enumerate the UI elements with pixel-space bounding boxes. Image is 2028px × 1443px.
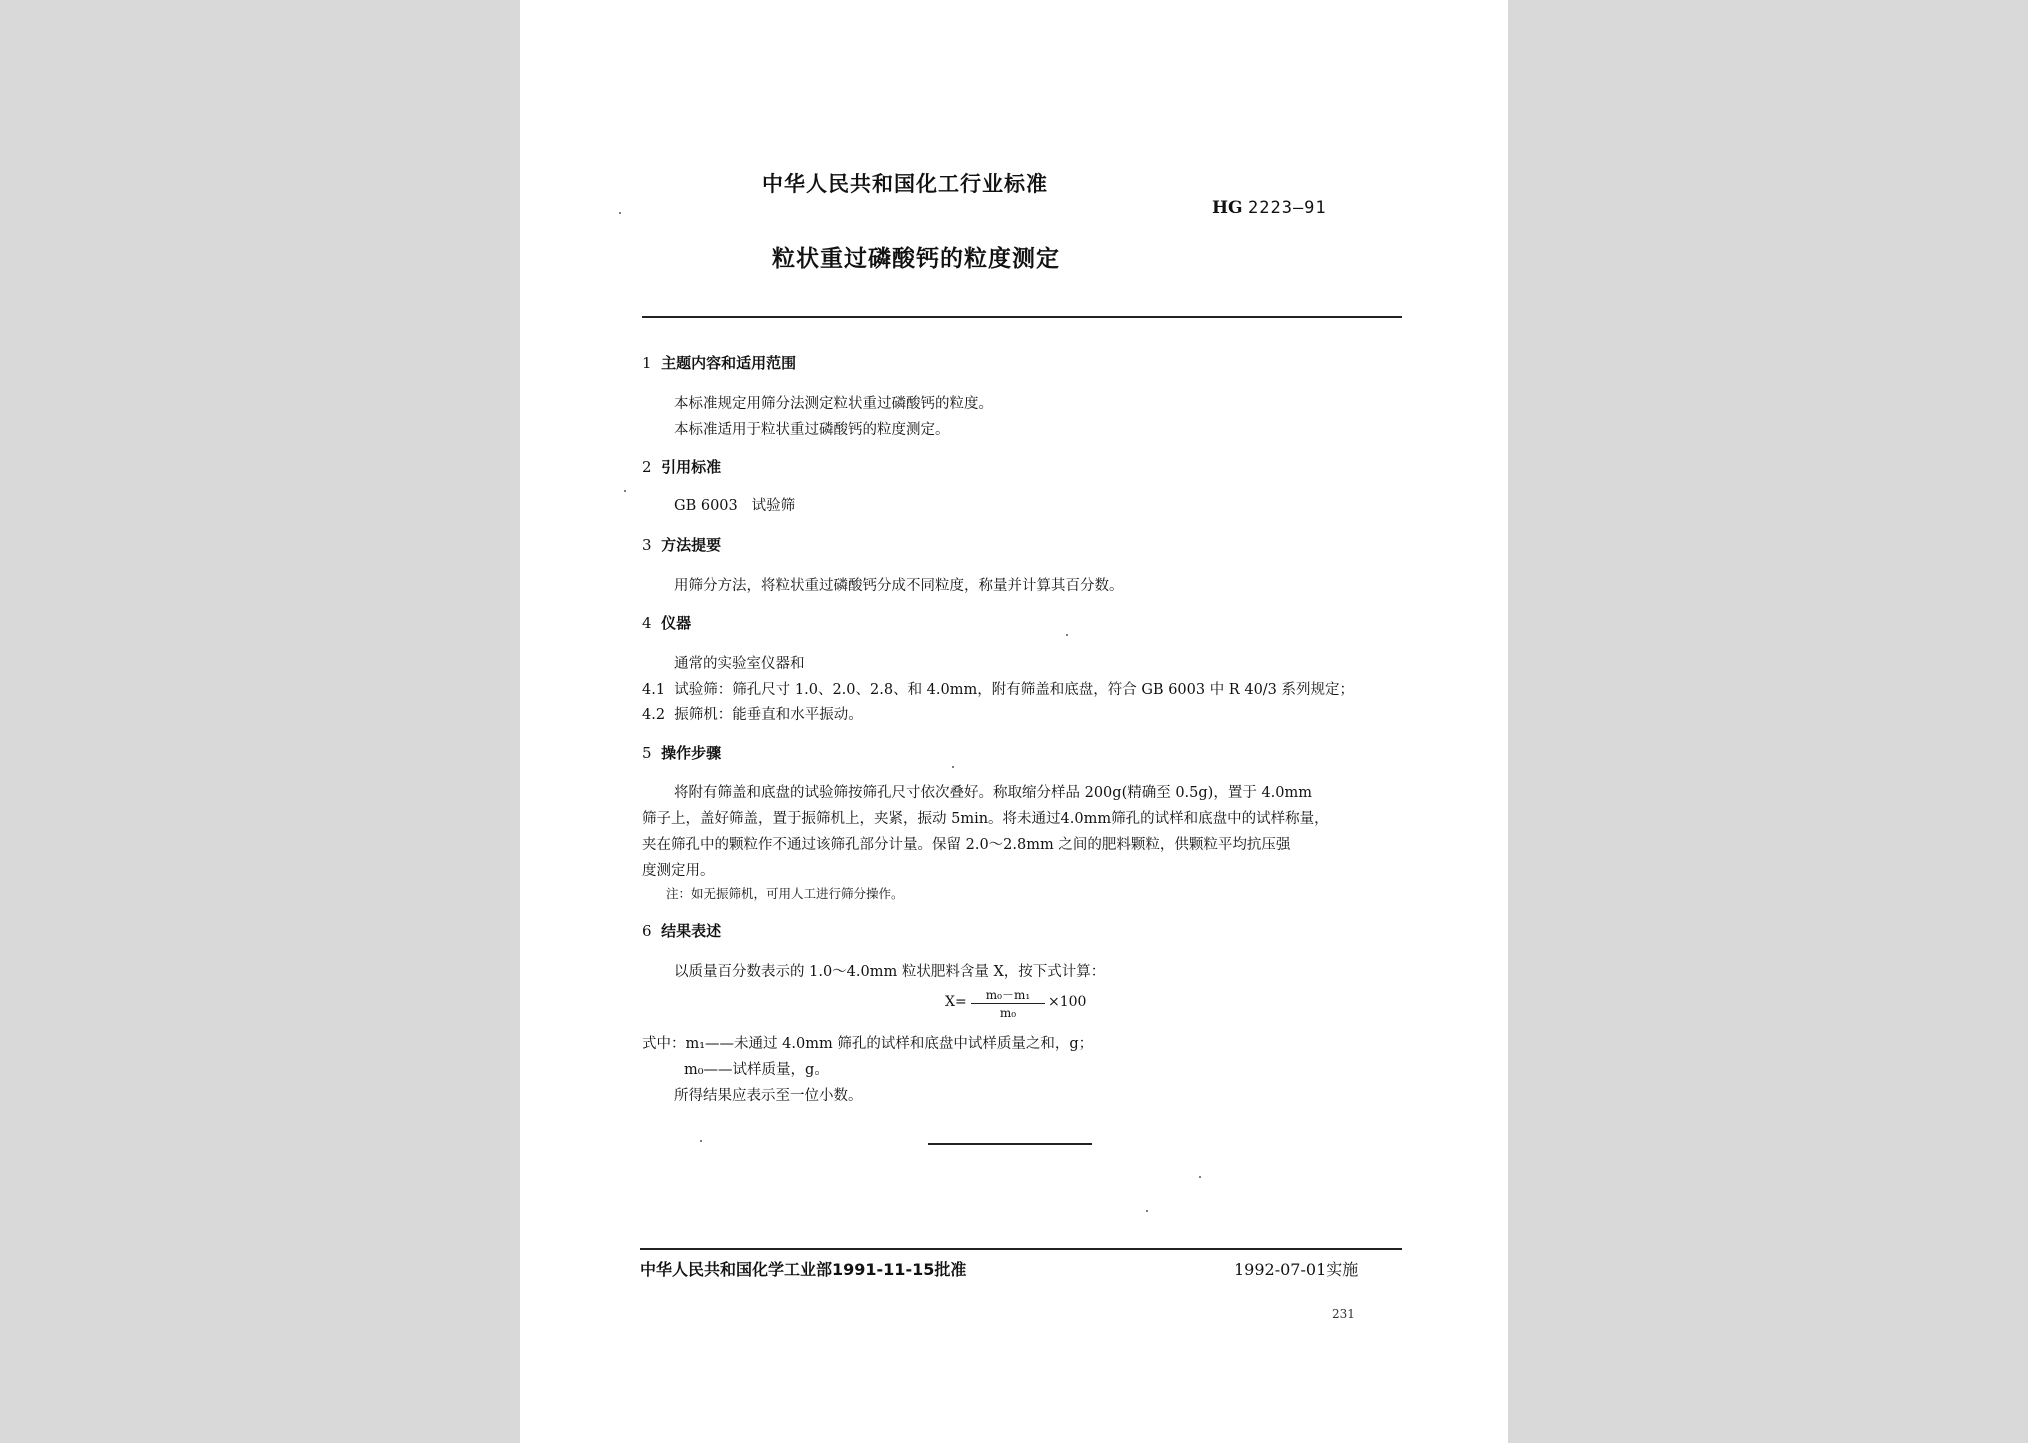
formula-lhs: X= (945, 994, 967, 1010)
formula-rhs: ×100 (1048, 994, 1087, 1010)
fraction-bar (971, 1003, 1045, 1004)
section-5-heading: 5 操作步骤 (642, 744, 722, 762)
scan-speck (700, 1140, 702, 1142)
scan-speck (952, 766, 954, 768)
section-5-line-4: 度测定用。 (642, 863, 715, 879)
scan-speck (1199, 1176, 1201, 1178)
section-5-line-2: 筛子上，盖好筛盖，置于振筛机上，夹紧，振动 5min。将未通过4.0mm筛孔的试样和底盘中的试样称量， (642, 811, 1329, 827)
section-4-intro: 通常的实验室仪器和 (674, 656, 805, 672)
reference-code: GB 6003 (674, 498, 738, 514)
page-number: 231 (1332, 1307, 1355, 1321)
section-6-precision: 所得结果应表示至一位小数。 (674, 1088, 863, 1104)
section-6-intro: 以质量百分数表示的 1.0～4.0mm 粒状肥料含量 X，按下式计算： (674, 964, 1106, 980)
end-of-text-rule (928, 1143, 1092, 1145)
section-6-heading: 6 结果表述 (642, 922, 722, 940)
formula-numerator: m₀－m₁ (985, 988, 1031, 1002)
section-3-heading: 3 方法提要 (642, 536, 722, 554)
section-1-line-2: 本标准适用于粒状重过磷酸钙的粒度测定。 (674, 422, 950, 438)
section-4-item-1: 4.1 试验筛：筛孔尺寸 1.0、2.0、2.8、和 4.0mm，附有筛盖和底盘，符合 GB 6003 中 R 40/3 系列规定； (642, 682, 1355, 698)
formula-denominator: m₀ (999, 1006, 1017, 1020)
issuing-authority-heading: 中华人民共和国化工行业标准 (762, 172, 1048, 196)
document-page (520, 0, 1508, 1443)
scan-speck (1066, 634, 1068, 636)
document-title: 粒状重过磷酸钙的粒度测定 (772, 246, 1060, 272)
formula-where-1: 式中：m₁——未通过 4.0mm 筛孔的试样和底盘中试样质量之和，g； (642, 1036, 1094, 1052)
section-1-line-1: 本标准规定用筛分法测定粒状重过磷酸钙的粒度。 (674, 396, 993, 412)
scan-speck (619, 212, 621, 214)
section-3-text: 用筛分方法，将粒状重过磷酸钙分成不同粒度，称量并计算其百分数。 (674, 578, 1124, 594)
effective-date: 1992-07-01实施 (1234, 1260, 1359, 1279)
section-2-heading: 2 引用标准 (642, 458, 722, 476)
section-1-heading: 1 主题内容和适用范围 (642, 354, 797, 372)
reference-name: 试验筛 (751, 498, 796, 514)
section-5-note: 注：如无振筛机，可用人工进行筛分操作。 (666, 886, 904, 901)
scan-speck (624, 490, 626, 492)
section-4-heading: 4 仪器 (642, 614, 692, 632)
standard-code-prefix: HG (1212, 198, 1243, 218)
approval-date: 中华人民共和国化学工业部1991-11-15批准 (640, 1260, 967, 1279)
formula-where-2: m₀——试样质量，g。 (684, 1062, 829, 1078)
section-5-line-1: 将附有筛盖和底盘的试验筛按筛孔尺寸依次叠好。称取缩分样品 200g(精确至 0.5g)，置于 4.0mm (674, 785, 1312, 801)
scan-speck (1146, 1210, 1148, 1212)
header-divider (642, 316, 1402, 318)
footer-divider (640, 1248, 1402, 1250)
section-2-reference (674, 494, 795, 515)
standard-code-number: 2223—91 (1248, 198, 1327, 218)
standard-code (1212, 198, 1327, 218)
section-4-item-2: 4.2 振筛机：能垂直和水平振动。 (642, 707, 863, 723)
section-5-line-3: 夹在筛孔中的颗粒作不通过该筛孔部分计量。保留 2.0～2.8mm 之间的肥料颗粒，供颗粒平均抗压强 (642, 837, 1291, 853)
